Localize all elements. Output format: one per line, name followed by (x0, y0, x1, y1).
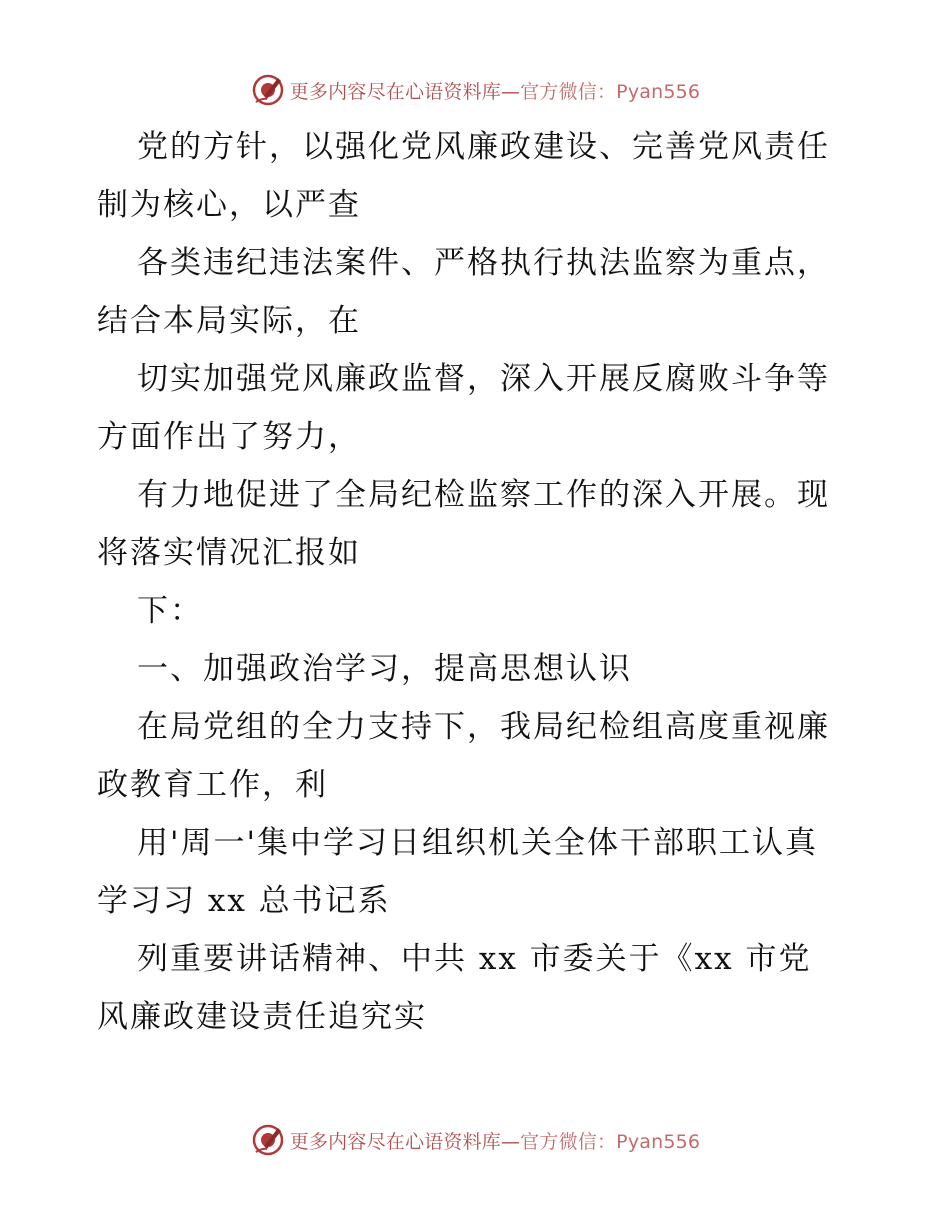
paragraph-continuation-line: 方面作出了努力， (97, 419, 361, 455)
paragraph-first-line: 切实加强党风廉政监督，深入开展反腐败斗争等 (137, 361, 830, 397)
header-watermark-banner (0, 70, 950, 110)
paragraph-first-line: 用'周一'集中学习日组织机关全体干部职工认真 (137, 825, 819, 861)
paragraph-first-line: 在局党组的全力支持下，我局纪检组高度重视廉 (137, 709, 830, 745)
library-logo-icon (250, 72, 286, 108)
paragraph-first-line: 下： (137, 593, 203, 629)
paragraph-first-line: 有力地促进了全局纪检监察工作的深入开展。现 (137, 477, 830, 513)
library-logo-icon (250, 1122, 286, 1158)
document-body (97, 118, 857, 1046)
paragraph-first-line: 党的方针，以强化党风廉政建设、完善党风责任 (137, 129, 830, 165)
banner-text: 更多内容尽在心语资料库—官方微信：Pyan556 (289, 1130, 701, 1153)
paragraph-continuation-line: 学习习 xx 总书记系 (97, 883, 391, 919)
paragraph-continuation-line: 结合本局实际，在 (97, 303, 361, 339)
paragraph-continuation-line: 风廉政建设责任追究实 (97, 999, 427, 1035)
paragraph-first-line: 一、加强政治学习，提高思想认识 (137, 651, 632, 687)
paragraph-continuation-line: 制为核心，以严查 (97, 187, 361, 223)
paragraph-first-line: 列重要讲话精神、中共 xx 市委关于《xx 市党 (137, 941, 812, 977)
paragraph-first-line: 各类违纪违法案件、严格执行执法监察为重点， (137, 245, 830, 281)
banner-text: 更多内容尽在心语资料库—官方微信：Pyan556 (289, 80, 701, 103)
footer-watermark-banner (0, 1120, 950, 1160)
paragraph-continuation-line: 将落实情况汇报如 (97, 535, 361, 571)
paragraph-continuation-line: 政教育工作，利 (97, 767, 328, 803)
